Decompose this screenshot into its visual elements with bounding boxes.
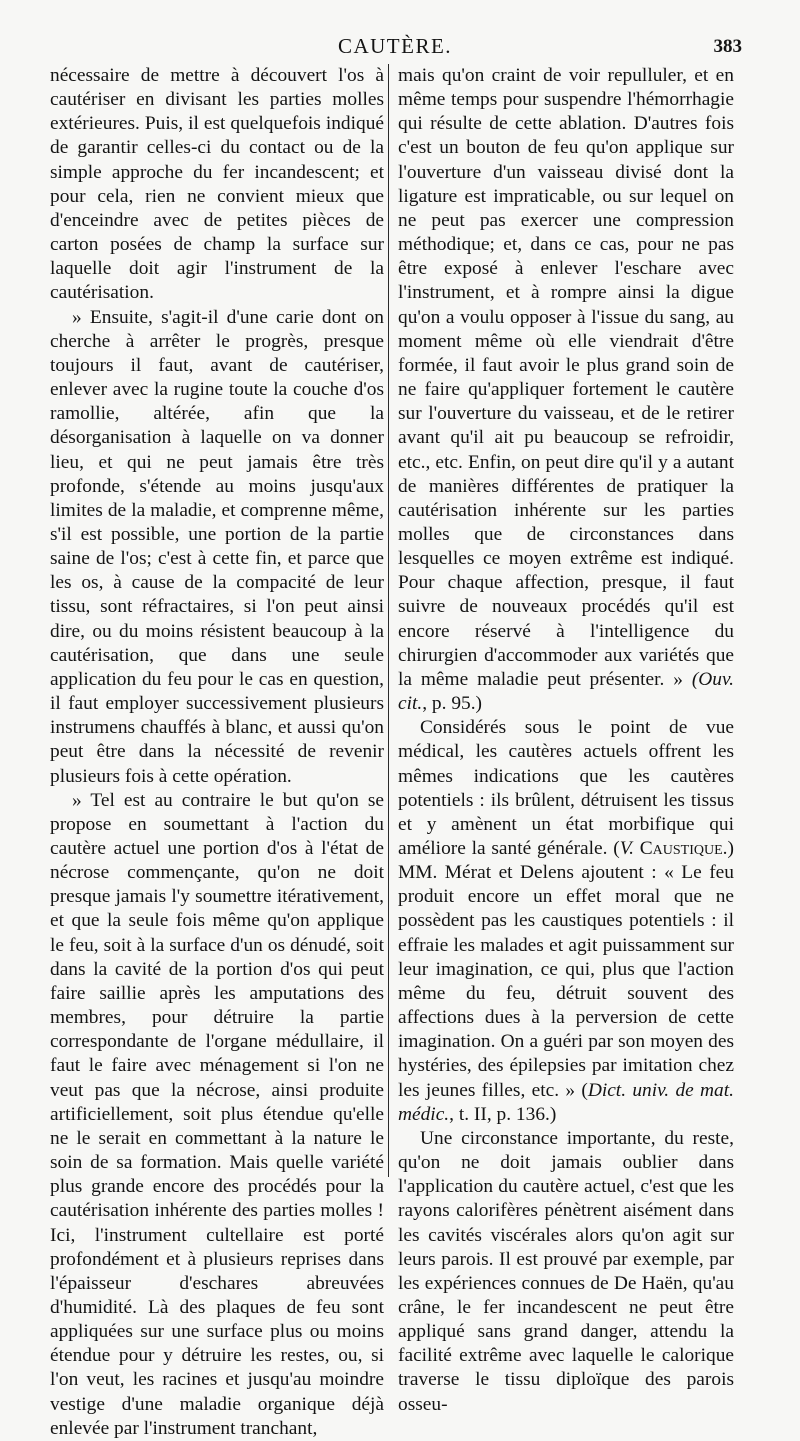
paragraph: » Ensuite, s'agit-il d'une carie dont on cherche à arrêter le progrès, presque toujours il faut, avant de cautériser, enlever avec la rugine toute la couche d'os ramollie, altérée, afin que la désorganisation à laquelle on va donner lieu, et qui ne peut jamais être très profonde, s'étende au moins jusqu'aux limites de la maladie, et comprenne même, s'il est possible, une portion de la partie saine de l'os; c'est à cette fin, et parce que les os, à cause de la compacité de leur tissu, sont réfractaires, si l'on peut ainsi dire, ou du moins résistent beaucoup à la cautérisation, que dans une seule application du feu pour le cas en question, il faut employer successivement plusieurs instrumens chauffés à blanc, et aussi qu'on peut être dans la nécessité de revenir plusieurs fois à cette opération. — [50, 306, 384, 787]
paragraph: Une circonstance importante, du reste, qu'on ne doit jamais oublier dans l'application du cautère actuel, c'est que les rayons calorifères pénètrent aisément dans les cavités viscérales alors qu'on agit sur leurs parois. Il est prouvé par exemple, par les expériences connues de De Haën, qu'au crâne, le fer incandescent ne peut être appliqué sans grand danger, attendu la facilité extrême avec laquelle le calorique traverse le tissu diploïque des parois osseu- — [398, 1127, 734, 1415]
left-column — [50, 64, 384, 1441]
cross-reference-abbrev: V. — [619, 838, 634, 859]
citation-page: , t. II, p. 136.) — [449, 1103, 557, 1125]
right-column — [398, 64, 734, 1417]
citation-page: , p. 95.) — [422, 693, 483, 715]
paragraph — [398, 716, 734, 1127]
paragraph-text: Considérés sous le point de vue médical, les cautères actuels offrent les mêmes indications que les cautères potentiels : ils brûlent, détruisent les tissus et y amènent un état morbifique qui améliore la santé générale. ( — [398, 717, 734, 859]
page-number: 383 — [713, 36, 742, 57]
paragraph-continued — [398, 64, 734, 716]
cross-reference-term: Caustique. — [639, 838, 728, 859]
paragraph-text: ) MM. Mérat et Delens ajoutent : « Le feu produit encore un effet moral que ne possèdent pas les caustiques potentiels : il effraie les malades et agit puissamment sur leur imagination, ce qui, plus que l'action même du feu, détruit souvent des affections dues à la perversion de cette imagination. On a guéri par son moyen des hystéries, des épilepsies par imitation chez les jeunes filles, etc. » ( — [398, 838, 734, 1101]
paragraph: » Tel est au contraire le but qu'on se propose en soumettant à l'action du cautère actuel une portion d'os à l'état de nécrose commençante, qu'on ne doit presque jamais l'y soumettre itérativement, et que la seule fois même qu'on applique le feu, soit à la surface d'un os dénudé, soit dans la cavité de la portion d'os qui peut faire saillie après les amputations des membres, pour détruire la partie correspondante de l'organe médullaire, il faut le faire avec ménagement si l'on ne veut pas que la nécrose, ainsi produite artificiellement, soit plus étendue qu'elle ne le serait en commettant à la nature le soin de sa formation. Mais quelle variété plus grande encore des procédés pour la cautérisation inhérente des parties molles ! Ici, l'instrument cultellaire est porté profondément et à plusieurs reprises dans l'épaisseur d'eschares abreuvées d'humidité. Là des plaques de feu sont appliquées sur une surface plus ou moins étendue pour y détruire les restes, ou, si l'on veut, les racines et jusqu'au moindre vestige d'une maladie organique déjà enlevée par l'instrument tranchant, — [50, 789, 384, 1439]
page-title: CAUTÈRE. — [337, 34, 453, 58]
running-header — [48, 34, 742, 64]
paragraph-text: mais qu'on craint de voir repulluler, et en même temps pour suspendre l'hémorrhagie qui résulte de cette ablation. D'autres fois c'est un bouton de feu qu'on applique sur l'ouverture d'un vaisseau divisé dont la ligature est impraticable, ou sur lequel on ne peut pas exercer une compression méthodique; et, dans ce cas, pour ne pas être exposé à enlever l'eschare avec l'instrument, et à rompre ainsi la digue qu'on a voulu opposer à l'issue du sang, au moment même où elle viendrait d'être formée, il faut avoir le plus grand soin de ne faire qu'appliquer fortement le cautère sur l'ouverture du vaisseau, et de le retirer avant qu'il ait pu beaucoup se refroidir, etc., etc. Enfin, on peut dire qu'il y a autant de manières différentes de pratiquer la cautérisation inhérente sur les parties molles que de circonstances dans lesquelles ce moyen extrême est indiqué. Pour chaque affection, presque, il faut suivre de nouveaux procédés qu'il est encore réservé à l'intelligence du chirurgien d'accommoder aux variétés que la même maladie peut présenter. » — [398, 65, 734, 690]
citation: Dict. univ. de mat. médic. — [398, 1079, 734, 1125]
column-divider — [388, 64, 389, 1177]
citation: (Ouv. cit. — [398, 668, 734, 715]
paragraph-continued: nécessaire de mettre à découvert l'os à cautériser en divisant les parties molles extérieures. Puis, il est quelquefois indiqué de garantir celles-ci du contact ou de la simple approche du fer incandescent; et pour cela, rien ne convient mieux que d'enceindre avec de petites pièces de carton posées de champ la surface sur laquelle doit agir l'instrument de la cautérisation. — [50, 65, 384, 304]
